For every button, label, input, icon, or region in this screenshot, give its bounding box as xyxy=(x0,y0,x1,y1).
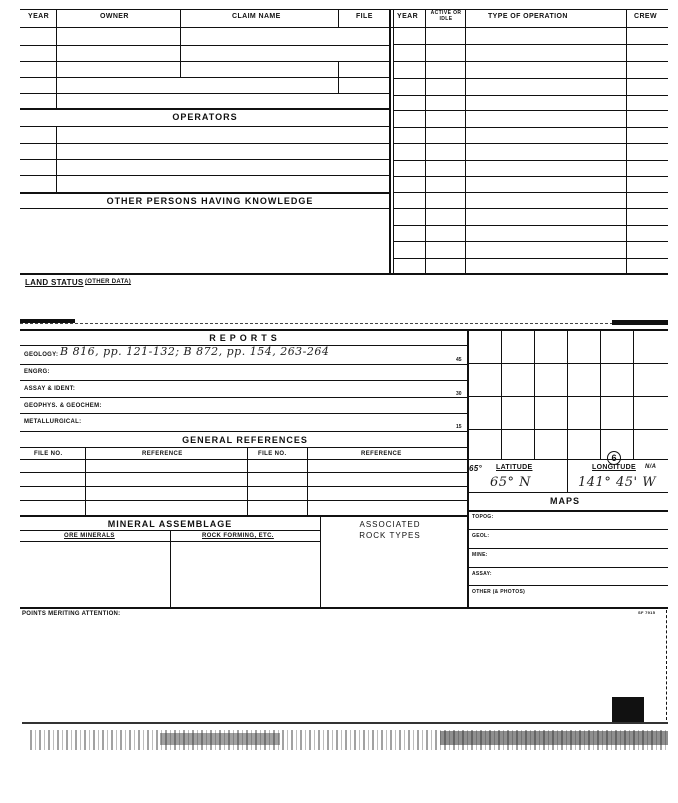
land-status-label: LAND STATUS xyxy=(25,278,84,287)
other-persons-heading: OTHER PERSONS HAVING KNOWLEDGE xyxy=(106,196,314,206)
map-row-topog: TOPOG: xyxy=(472,514,494,520)
operators-heading: OPERATORS xyxy=(172,112,238,122)
maps-heading: MAPS xyxy=(549,496,580,506)
col-reference: REFERENCE xyxy=(142,451,183,457)
black-registration-block xyxy=(612,697,644,723)
report-metallurgical-label: METALLURGICAL: xyxy=(24,419,82,425)
longitude-value: 141° 45' W xyxy=(578,475,657,490)
header-claim-name: CLAIM NAME xyxy=(232,13,281,20)
general-refs-heading: GENERAL REFERENCES xyxy=(182,435,308,445)
rock-forming-header: ROCK FORMING, ETC. xyxy=(202,533,274,539)
reports-heading: REPORTS xyxy=(209,333,281,343)
header-year: YEAR xyxy=(28,13,50,20)
report-geology-num: 45 xyxy=(456,357,462,363)
header-type-of-operation: TYPE OF OPERATION xyxy=(488,13,568,20)
report-assay-label: ASSAY & IDENT: xyxy=(24,386,76,392)
latitude-value: 65° N xyxy=(490,475,532,490)
map-row-geol: GEOL: xyxy=(472,533,490,539)
associated-rock-types: ASSOCIATED ROCK TYPES xyxy=(359,520,421,540)
longitude-label: LONGITUDE xyxy=(592,464,636,471)
points-label: POINTS MERITING ATTENTION: xyxy=(22,611,121,617)
header-file: FILE xyxy=(356,13,373,20)
mineral-heading: MINERAL ASSEMBLAGE xyxy=(107,519,233,529)
map-row-other: OTHER (& PHOTOS) xyxy=(472,589,526,595)
latitude-label: LATITUDE xyxy=(496,464,533,471)
report-geophys-label: GEOPHYS. & GEOCHEM: xyxy=(24,403,102,409)
map-row-mine: MINE: xyxy=(472,552,488,558)
report-metallurgical-num: 15 xyxy=(456,424,462,430)
header-active-idle: ACTIVE OR IDLE xyxy=(430,10,462,22)
ore-minerals-header: ORE MINERALS xyxy=(64,533,115,539)
land-status-sub: (OTHER DATA) xyxy=(85,279,132,285)
col-file-no-2: FILE NO. xyxy=(258,451,287,457)
report-geology-value: B 816, pp. 121-132; B 872, pp. 154, 263-264 xyxy=(60,345,330,358)
circled-number-text: 6 xyxy=(611,453,617,463)
header-owner: OWNER xyxy=(100,13,129,20)
report-assay-num: 30 xyxy=(456,391,462,397)
report-engrg-label: ENGRG: xyxy=(24,369,50,375)
circled-number xyxy=(607,451,621,465)
longitude-suffix: N/A xyxy=(645,464,657,470)
report-geology-label: GEOLOGY: xyxy=(24,352,59,358)
lat-prefix: 65° xyxy=(469,464,482,473)
header-crew: CREW xyxy=(634,13,657,20)
header-year-2: YEAR xyxy=(397,13,419,20)
map-row-assay: ASSAY: xyxy=(472,571,492,577)
form-number: SF 7915 xyxy=(638,610,656,615)
col-reference-2: REFERENCE xyxy=(361,451,402,457)
col-file-no: FILE NO. xyxy=(34,451,63,457)
